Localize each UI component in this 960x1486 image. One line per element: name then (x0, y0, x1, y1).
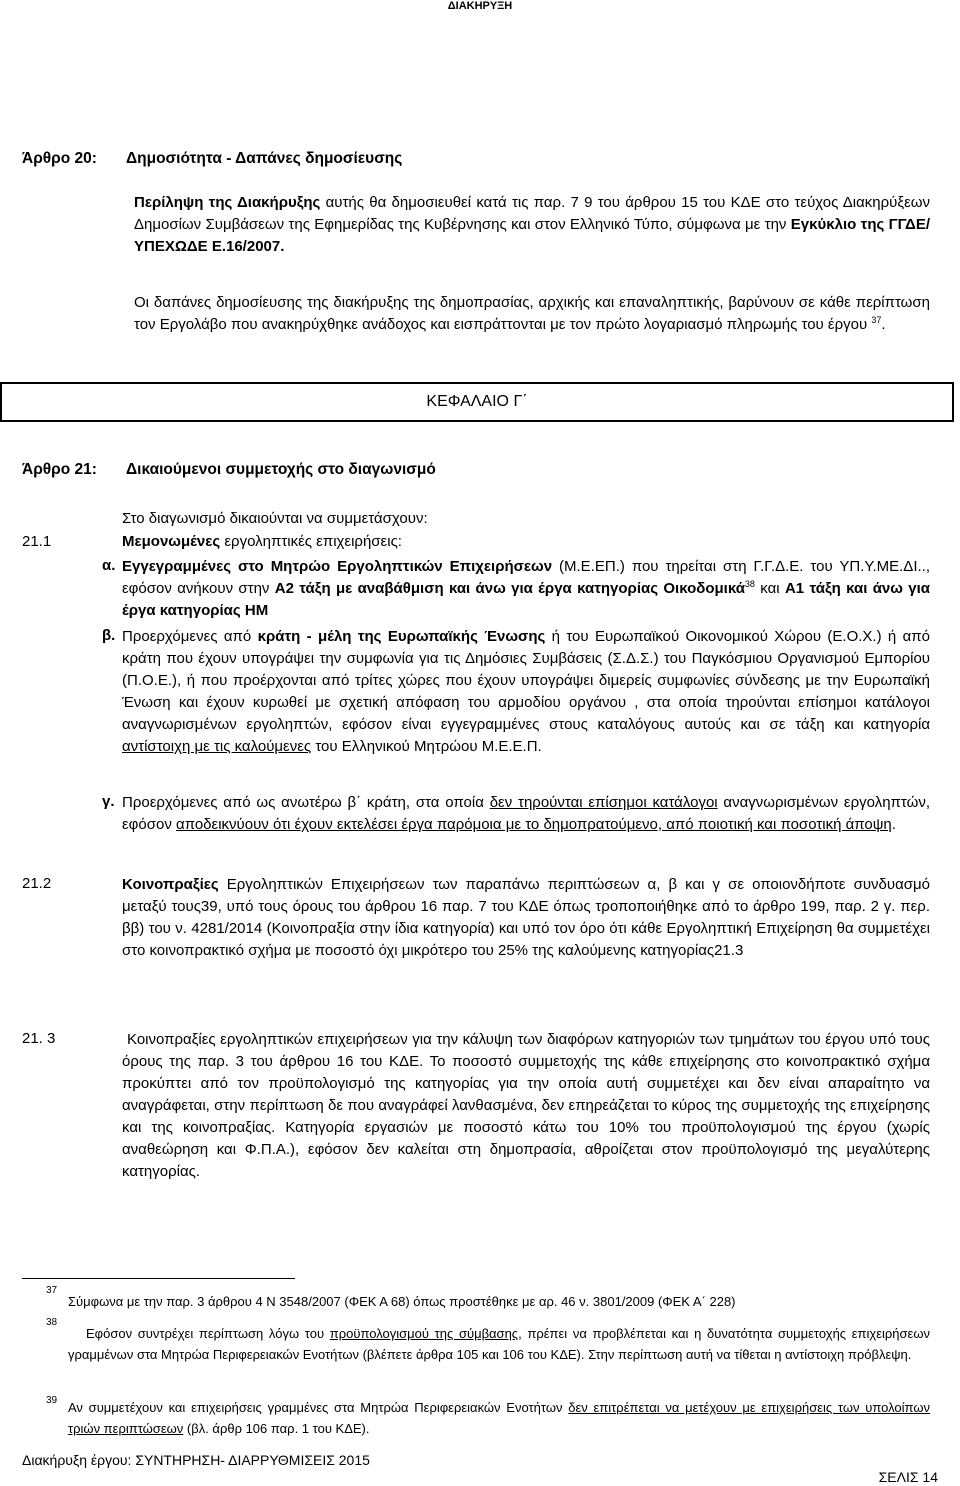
section-21-2-text (122, 874, 930, 962)
footnote-39-text (68, 1397, 930, 1439)
footnote-39-part-2: (βλ. άρθρ 106 παρ. 1 του ΚΔΕ). (183, 1421, 370, 1436)
item-a-text (122, 556, 930, 622)
section-21-2-number: 21.2 (22, 875, 52, 892)
footnote-39-underlined: δεν επιτρέπεται να μετέχουν με επιχειρήσεις των υπολοίπων τριών περιπτώσεων (68, 1400, 930, 1436)
class-a2: Α2 τάξη με αναβάθμιση και άνω για έργα κατηγορίας Οικοδομικά (274, 580, 745, 597)
item-b-part-3: του Ελληνικού Μητρώου Μ.Ε.Ε.Π. (311, 738, 542, 755)
footnote-37-number: 37 (46, 1285, 58, 1296)
footnote-38-part-1: Εφόσον συντρέχει περίπτωση λόγω του (86, 1326, 330, 1341)
section-21-3-text: Κοινοπραξίες εργοληπτικών επιχειρήσεων για την κάλυψη των διαφόρων κατηγοριών των τμημάτων του έργου υπό τους όρους της παρ. 3 του άρθρου 16 του ΚΔΕ. Το ποσοστό συμμετοχής της κάθε επιχείρησης στο κοινοπρακτικό σχήμα προκύπτει από τον προϋπολογισμό της κατηγορίας για την οποία αυτή συμμετέχει και δεν είναι απαραίτητο να αναγράφεται, στην περίπτωση δε που αναγράφεί λανθασμένα, δεν επηρεάζεται το κύρος της συμμετοχής της επιχείρησης και της κοινοπραξίας. Κατηγορία εργασιών με ποσοστό κάτω του 10% του προϋπολογισμού της έργου (χωρίς αναθεώρηση και Φ.Π.Α.), εφόσον δεν καλείται στη δημοπρασία, αθροίζεται στον προϋπολογισμό της μεγαλύτερης κατηγορίας. (122, 1031, 930, 1180)
item-c-underlined-2: αποδεικνύουν ότι έχουν εκτελέσει έργα παρόμοια με το δημοπρατούμενο, από ποιοτική και ποσοτική άποψη (176, 816, 892, 833)
footnote-38-number: 38 (46, 1317, 58, 1328)
article-21-title: Δικαιούμενοι συμμετοχής στο διαγωνισμό (126, 461, 436, 478)
item-c-part-2: αναγνωρισμένων εργοληπτών, εφόσον (122, 794, 930, 833)
footer-project: Διακήρυξη έργου: ΣΥΝΤΗΡΗΣΗ- ΔΙΑΡΡΥΘΜΙΣΕΙΣ 2015 (22, 1452, 370, 1468)
item-b-label: β. (102, 627, 116, 644)
article-20-title: Δημοσιότητα - Δαπάνες δημοσίευσης (126, 150, 403, 167)
joint-ventures-label: Κοινοπραξίες (122, 876, 219, 893)
article-21-intro: Στο διαγωνισμό δικαιούνται να συμμετάσχουν: (122, 510, 428, 527)
article-20-paragraph-2 (134, 292, 930, 336)
section-21-3-number: 21. 3 (22, 1030, 56, 1047)
footnote-38-part-2: , πρέπει να προβλέπεται και η δυνατότητα συμμετοχής επιχειρήσεων γραμμένων στα Μητρώα Περιφερειακών Ενοτήτων (βλέπετε άρθρα 105 και 106 του ΚΔΕ). Στην περίπτωση αυτή να τίθεται η αντίστοιχη πρόβλεψη. (68, 1326, 930, 1362)
footnote-39-number: 39 (46, 1395, 58, 1406)
article-20-number: Άρθρο 20: (22, 150, 97, 167)
eu-states: κράτη - μέλη της Ευρωπαϊκής Ένωσης (257, 628, 546, 645)
item-c-text (122, 792, 930, 836)
item-a-label: α. (102, 557, 116, 574)
costs-text: Οι δαπάνες δημοσίευσης της διακήρυξης της δημοπρασίας, αρχικής και επαναληπτικής, βαρύνουν σε κάθε περίπτωση τον Εργολάβο που ανακηρύχθηκε ανάδοχος και εισπράττονται με τον πρώτο λογαριασμό πληρωμής του έργου (134, 294, 930, 333)
article-21-number: Άρθρο 21: (22, 461, 97, 478)
chapter-heading: ΚΕΦΑΛΑΙΟ Γ΄ (0, 382, 954, 422)
individual-text: εργοληπτικές επιχειρήσεις: (220, 533, 402, 550)
individual-label: Μεμονωμένες (122, 533, 221, 550)
footnote-38-text (68, 1323, 930, 1365)
and-text: και (754, 580, 785, 597)
joint-ventures-text: Εργοληπτικών Επιχειρήσεων των παραπάνω περιπτώσεων α, β και γ σε οποιονδήποτε συνδυασμό μεταξύ τους39, υπό τους όρους του άρθρου 16 παρ. 7 του ΚΔΕ όπως τροποποιήθηκε από το άρθρο 199, παρ. 2 γ. περ. ββ) του ν. 4281/2014 (Κοινοπραξία στην ίδια κατηγορία) και υπό τον όρο ότι κάθε Εργοληπτική Επιχείρηση θα συμμετέχει στο κοινοπρακτικό σχήμα με ποσοστό όχι μικρότερο του 25% της καλούμενης κατηγορίας21.3 (122, 876, 930, 959)
footer-page-number: ΣΕΛΙΣ 14 (878, 1469, 938, 1485)
footnote-separator (22, 1278, 295, 1279)
item-c-part-1: Προερχόμενες από ως ανωτέρω β΄ κράτη, στα οποία (122, 794, 490, 811)
footnote-37-text: Σύμφωνα με την παρ. 3 άρθρου 4 Ν 3548/2007 (ΦΕΚ Α 68) όπως προστέθηκε με αρ. 46 ν. 3801/2009 (ΦΕΚ Α΄ 228) (68, 1294, 736, 1309)
item-b-part-1: Προερχόμενες από (122, 628, 258, 645)
page-header: ΔΙΑΚΗΡΥΞΗ (447, 0, 513, 12)
registry-label: Εγγεγραμμένες στο Μητρώο Εργοληπτικών Επιχειρήσεων (122, 558, 553, 575)
item-b-part-2: ή του Ευρωπαϊκού Οικονομικού Χώρου (Ε.Ο.Χ.) ή από κράτη που έχουν υπογράψει την συμφωνία για τις Δημόσιες Συμβάσεις (Σ.Δ.Σ.) του Παγκόσμιου Οργανισμού Εμπορίου (Π.Ο.Ε.), ή που προέρχονται από τρίτες χώρες που έχουν υπογράψει διμερείς συμφωνίες σύνδεσης με την Ευρωπαϊκή Ένωση και έχουν κυρωθεί με σχετική απόφαση του αρμοδίου οργάνου , στα οποία τηρούνται επίσημοι κατάλογοι αναγνωρισμένων εργοληπτών, εφόσον είναι εγγεγραμμένες στους καταλόγους αυτούς και σε τάξη και κατηγορία (122, 628, 930, 733)
item-b-underlined: αντίστοιχη με τις καλούμενες (122, 738, 312, 755)
item-c-label: γ. (102, 793, 115, 810)
registry-text: (Μ.Ε.ΕΠ.) που τηρείται στη Γ.Γ.Δ.Ε. του ΥΠ.Υ.ΜΕ.ΔΙ.., εφόσον ανήκουν στην (122, 558, 930, 597)
section-21-1-number: 21.1 (22, 533, 52, 550)
footnote-ref-38: 38 (744, 579, 755, 589)
summary-label: Περίληψη της Διακήρυξης (134, 194, 321, 211)
item-c-underlined-1: δεν τηρούνται επίσημοι κατάλογοι (489, 794, 718, 811)
class-a1: Α1 τάξη και άνω για έργα κατηγορίας ΗΜ (122, 580, 931, 619)
footnote-39-part-1: Αν συμμετέχουν και επιχειρήσεις γραμμένες στα Μητρώα Περιφερειακών Ενοτήτων (68, 1400, 569, 1415)
section-21-1-heading (122, 533, 402, 550)
item-b-text (122, 626, 930, 758)
article-20-paragraph-1 (134, 192, 930, 258)
footnote-38-underlined: προϋπολογισμού της σύμβασης (329, 1326, 519, 1341)
circular-ref: Εγκύκλιο της ΓΓΔΕ/ ΥΠΕΧΩΔΕ Ε.16/2007. (134, 216, 930, 255)
summary-text: αυτής θα δημοσιευθεί κατά τις παρ. 7 9 του άρθρου 15 του ΚΔΕ στο τεύχος Διακηρύξεων Δημοσίων Συμβάσεων της Εφημερίδας της Κυβέρνησης και στον Ελληνικό Τύπο, σύμφωνα με την (134, 194, 930, 233)
footnote-ref-37: 37 (871, 315, 882, 325)
costs-end: . (881, 316, 886, 333)
item-c-part-3: . (891, 816, 896, 833)
